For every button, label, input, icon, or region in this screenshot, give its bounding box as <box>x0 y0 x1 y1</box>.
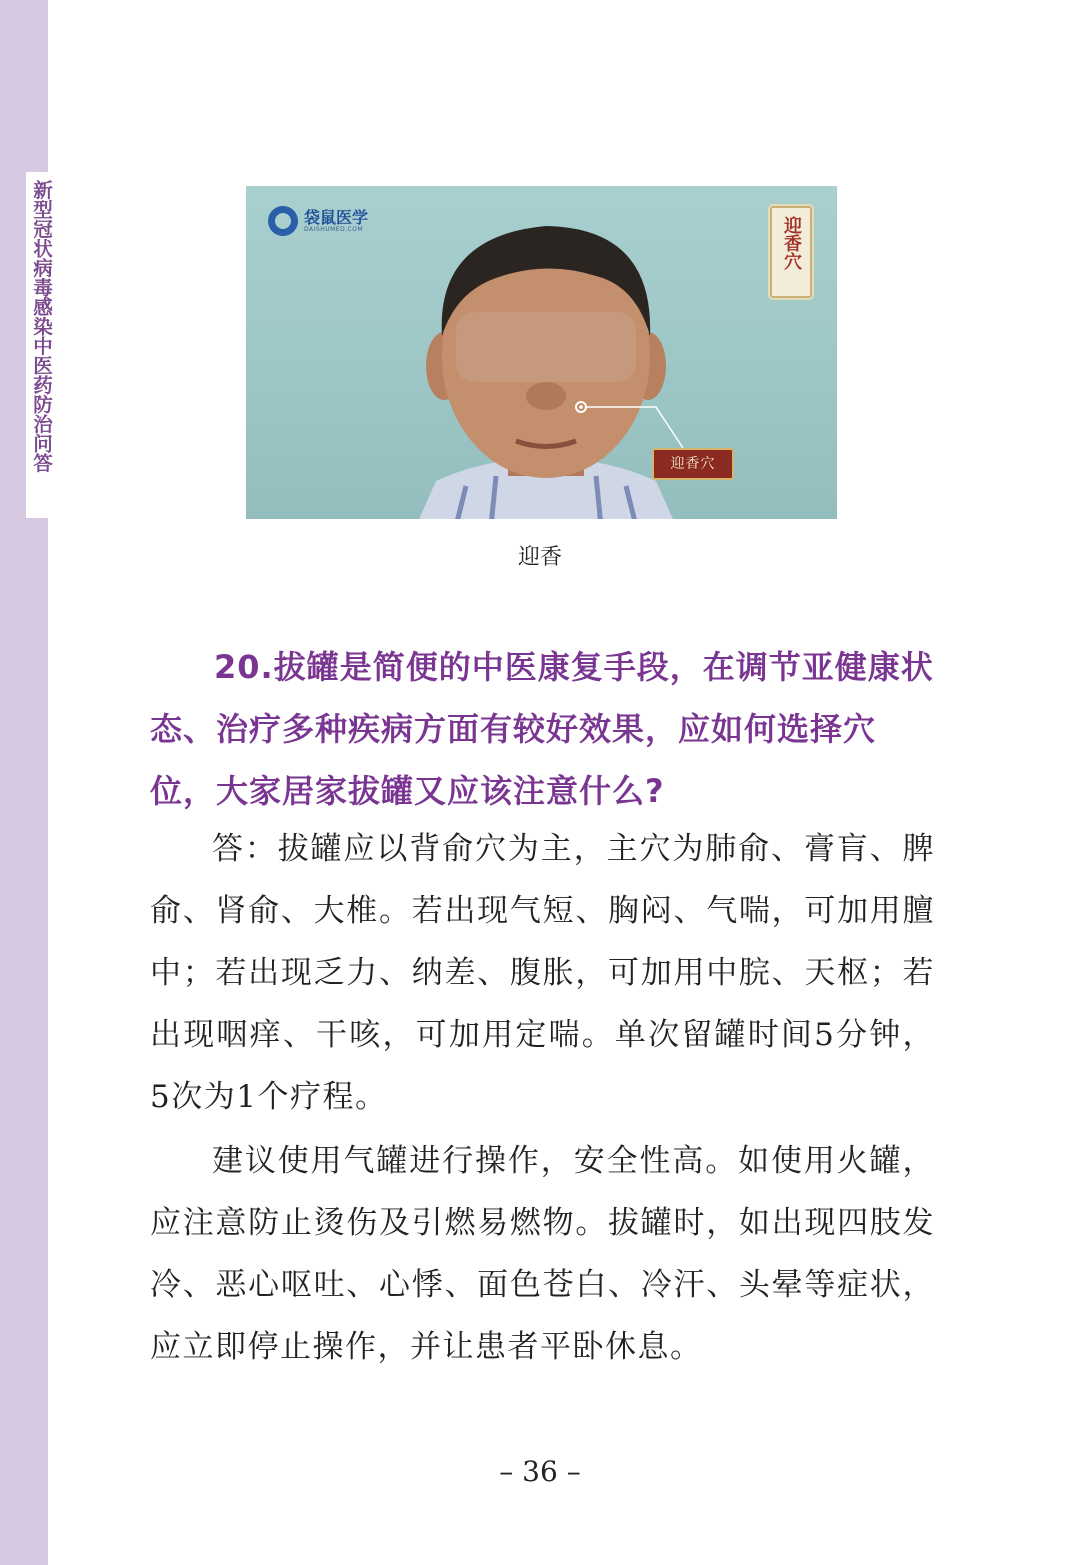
logo-subtext: DAISHUMED.COM <box>304 225 364 233</box>
acupoint-callout-line <box>246 186 837 519</box>
page-number: – 36 – <box>499 1455 581 1488</box>
answer-paragraph-1: 答：拔罐应以背俞穴为主，主穴为肺俞、膏肓、脾俞、肾俞、大椎。若出现气短、胸闷、气喘，可加用膻中；若出现乏力、纳差、腹胀，可加用中脘、天枢；若出现咽痒、干咳，可加用定喘。单次留罐时间5分钟，5次为1个疗程。 <box>150 831 935 1115</box>
question-heading: 20.拔罐是简便的中医康复手段，在调节亚健康状态、治疗多种疾病方面有较好效果，应如何选择穴位，大家居家拔罐又应该注意什么? <box>150 648 934 810</box>
acupoint-photo <box>246 186 837 519</box>
book-title: 新型冠状病毒感染中医药防治问答 <box>30 180 53 473</box>
figure-caption: 迎香 <box>517 545 562 570</box>
acupoint-title-card <box>770 206 812 298</box>
acupoint-title-text: 迎香穴 <box>781 216 802 270</box>
answer-paragraph-2: 建议使用气罐进行操作，安全性高。如使用火罐，应注意防止烫伤及引燃易燃物。拔罐时，如出现四肢发冷、恶心呕吐、心悸、面色苍白、冷汗、头晕等症状，应立即停止操作，并让患者平卧休息。 <box>150 1143 935 1365</box>
acupoint-label: 迎香穴 <box>652 448 734 480</box>
logo-text: 袋鼠医学 <box>304 207 369 227</box>
